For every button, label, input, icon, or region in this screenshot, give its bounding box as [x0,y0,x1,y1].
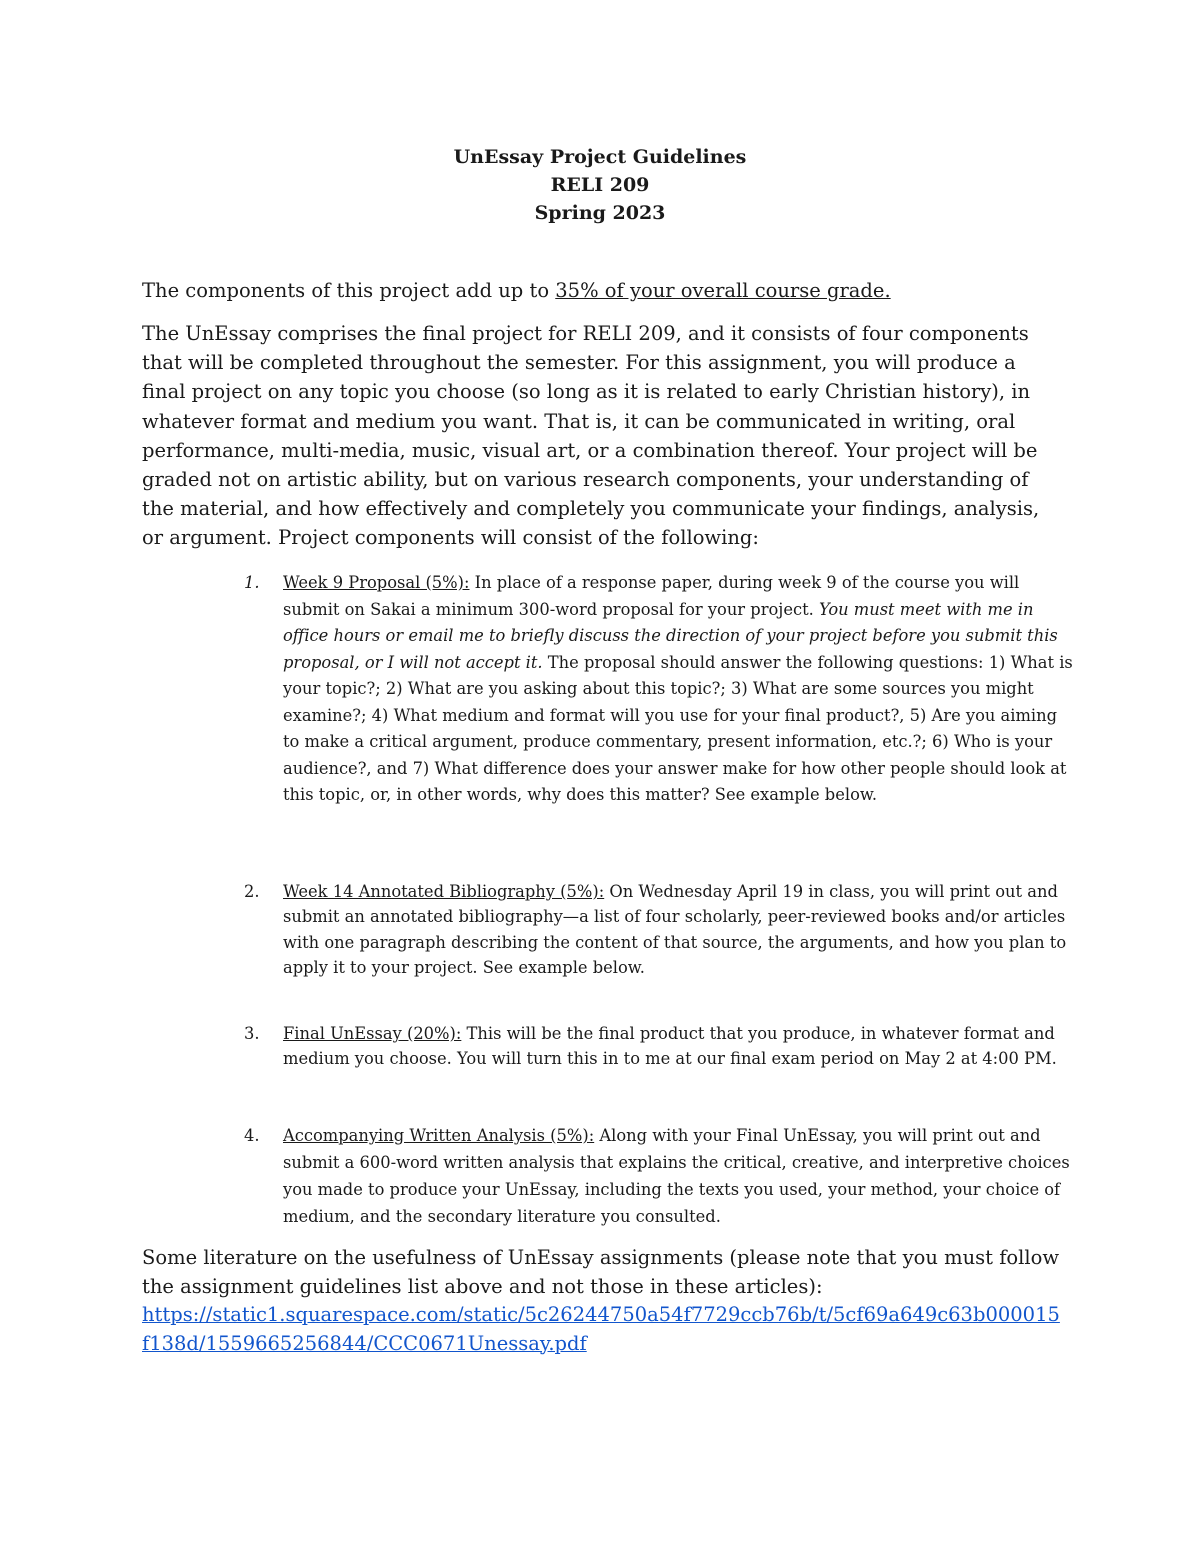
title-block [0,143,1200,227]
component-label: Accompanying Written Analysis (5%): [283,1126,595,1145]
intro-text: The components of this project add up to [142,279,556,302]
component-item-proposal [244,570,1074,809]
component-text: On Wednesday April 19 in class, you will print out and submit an annotated bibliography—a list of four scholarly, peer-reviewed books and/or articles with one paragraph describing the content of that source, the arguments, and how you plan to apply it to your project. See example below. [283,882,1067,977]
literature-note [142,1244,1062,1358]
grade-percentage: 35% of your overall course grade. [555,279,891,302]
document-title: UnEssay Project Guidelines [453,146,747,168]
grade-weight-statement [142,276,1062,305]
component-item-bibliography [244,879,1074,980]
component-item-final-unessay [244,1021,1074,1071]
component-text-continued: The proposal should answer the following questions: 1) What is your topic?; 2) What are you asking about this topic?; 3) What are some sources you might examine?; 4) What medium and format will you use for your final product?, 5) Are you aiming to make a critical argument, produce commentary, present information, etc.?; 6) Who is your audience?, and 7) What difference does your answer make for how other people should look at this topic, or, in other words, why does this matter? See example below. [283,652,1073,804]
component-text: This will be the final product that you produce, in whatever format and medium you choose. You will turn this in to me at our final exam period on May 2 at 4:00 PM. [283,1024,1057,1068]
component-label: Week 9 Proposal (5%): [283,573,470,592]
component-text: Along with your Final UnEssay, you will print out and submit a 600-word written analysis that explains the critical, creative, and interpretive choices you made to produce your UnEssay, including the texts you used, your method, your choice of medium, and the secondary literature you consulted. [283,1126,1070,1226]
component-text: In place of a response paper, during week 9 of the course you will submit on Sakai a minimum 300-word proposal for your project. [283,573,1020,619]
component-emphasis: You must meet with me in office hours or email me to briefly discuss the direction of your project before you submit this proposal, or I will not accept it. [283,599,1058,672]
component-label: Final UnEssay (20%): [283,1024,462,1043]
semester: Spring 2023 [534,202,666,224]
article-link[interactable]: https://static1.squarespace.com/static/5c26244750a54f7729ccb76b/t/5cf69a649c63b000015f138d/1559665256844/CCC0671Unessay.pdf [142,1303,1060,1355]
list-number: 1. [244,573,260,592]
component-label: Week 14 Annotated Bibliography (5%): [283,882,605,901]
literature-note-text: Some literature on the usefulness of UnEssay assignments (please note that you must follow the assignment guidelines list above and not those in these articles): [142,1246,1060,1298]
course-code: RELI 209 [550,174,650,196]
component-item-written-analysis [244,1122,1074,1230]
list-number: 2. [244,882,260,901]
project-description: The UnEssay comprises the final project for RELI 209, and it consists of four components that will be completed throughout the semester. For this assignment, you will produce a final project on any topic you choose (so long as it is related to early Christian history), in whatever format and medium you want. That is, it can be communicated in writing, oral performance, multi-media, music, visual art, or a combination thereof. Your project will be graded not on artistic ability, but on various research components, your understanding of the material, and how effectively and completely you communicate your findings, analysis, or argument. Project components will consist of the following: [142,322,1040,550]
list-number: 3. [244,1024,260,1043]
list-number: 4. [244,1126,260,1145]
